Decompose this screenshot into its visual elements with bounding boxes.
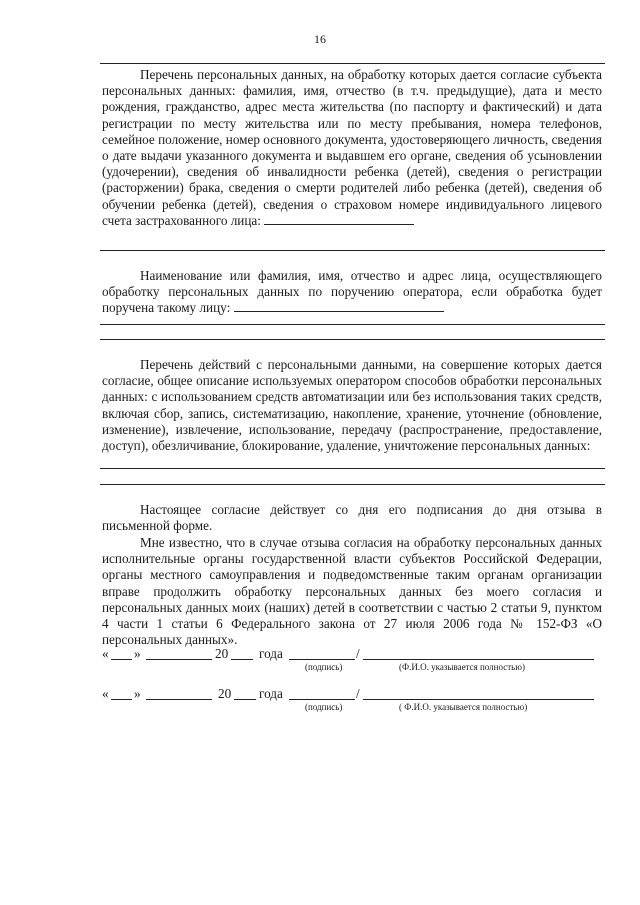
signature-row bbox=[102, 646, 602, 662]
fill-line[interactable] bbox=[100, 484, 605, 485]
fill-line[interactable] bbox=[100, 339, 605, 340]
full-name-field[interactable] bbox=[363, 646, 594, 660]
quote-close: » bbox=[134, 646, 141, 661]
signature-caption: (подпись) bbox=[305, 702, 343, 712]
actions-text: Перечень действий с персональными данными, на совершение которых дается согласие, общее описание используемых оператором способов обработки персональных данных: с использованием средств автоматизации или без использования таких средств, включая сбор, запись, систематизацию, накопление, хранение, уточнение (обновление, изменение), извлечение, использование, передачу (распространение, предоставление, доступ), обезличивание, блокирование, удаление, уничтожение персональных данных: bbox=[102, 357, 602, 454]
fill-line[interactable] bbox=[100, 468, 605, 469]
fill-line[interactable] bbox=[100, 324, 605, 325]
day-field[interactable] bbox=[111, 686, 132, 700]
full-name-field[interactable] bbox=[363, 686, 594, 700]
top-rule bbox=[100, 63, 605, 64]
page-number: 16 bbox=[314, 32, 326, 46]
processor-fill-line[interactable] bbox=[234, 300, 444, 312]
processor-paragraph bbox=[102, 268, 602, 317]
signature-field[interactable] bbox=[289, 686, 355, 700]
fill-line[interactable] bbox=[100, 250, 605, 251]
personal-data-list-paragraph bbox=[102, 67, 602, 229]
slash: / bbox=[356, 686, 360, 701]
month-field[interactable] bbox=[146, 686, 212, 700]
quote-open: « bbox=[102, 686, 109, 701]
year-field[interactable] bbox=[231, 646, 253, 660]
year-prefix: 20 bbox=[218, 686, 232, 701]
signature-row bbox=[102, 686, 602, 702]
processor-text: Наименование или фамилия, имя, отчество и адрес лица, осуществляющего обработку персональных данных по поручению оператора, если обработка будет поручена такому лицу: bbox=[102, 268, 602, 316]
validity-text: Настоящее согласие действует со дня его подписания до дня отзыва в письменной форме. bbox=[102, 502, 602, 534]
revocation-paragraph bbox=[102, 535, 602, 648]
validity-paragraph bbox=[102, 502, 602, 534]
quote-open: « bbox=[102, 646, 109, 661]
personal-data-list-text: Перечень персональных данных, на обработку которых дается согласие субъекта персональных данных: фамилия, имя, отчество (в т.ч. предыдущие), дата и место рождения, гражданство, адрес места жительства (по паспорту и фактический) и дата регистрации по месту жительства или по месту пребывания, номера телефонов, семейное положение, номер основного документа, удостоверяющего личность, сведения о дате выдачи указанного документа и выдавшем его органе, сведения об усыновлении (удочерении), сведения об инвалидности ребенка (детей), сведения о регистрации (расторжении) брака, сведения о смерти родителей либо ребенка (детей), сведения об обучении ребенка (детей), сведения о страховом номере индивидуального лицевого счета застрахованного лица: bbox=[102, 67, 602, 228]
full-name-caption: (Ф.И.О. указывается полностью) bbox=[399, 662, 525, 672]
revocation-text: Мне известно, что в случае отзыва согласия на обработку персональных данных исполнительные органы государственной власти субъектов Российской Федерации, органы местного самоуправления и подведомственные таким органам организации вправе продолжить обработку персональных данных без моего согласия и персональных данных моих (наших) детей в соответствии с частью 2 статьи 9, пунктом 4 части 1 статьи 6 Федерального закона от 27 июля 2006 года № 152-ФЗ «О персональных данных». bbox=[102, 535, 602, 648]
year-word: года bbox=[259, 646, 283, 661]
full-name-caption: ( Ф.И.О. указывается полностью) bbox=[399, 702, 528, 712]
actions-paragraph bbox=[102, 357, 602, 454]
quote-close: » bbox=[134, 686, 141, 701]
slash: / bbox=[356, 646, 360, 661]
month-field[interactable] bbox=[146, 646, 212, 660]
personal-data-fill-line[interactable] bbox=[264, 213, 414, 225]
year-word: года bbox=[259, 686, 283, 701]
year-prefix: 20 bbox=[215, 646, 229, 661]
signature-caption: (подпись) bbox=[305, 662, 343, 672]
signature-field[interactable] bbox=[289, 646, 355, 660]
day-field[interactable] bbox=[111, 646, 132, 660]
year-field[interactable] bbox=[234, 686, 256, 700]
